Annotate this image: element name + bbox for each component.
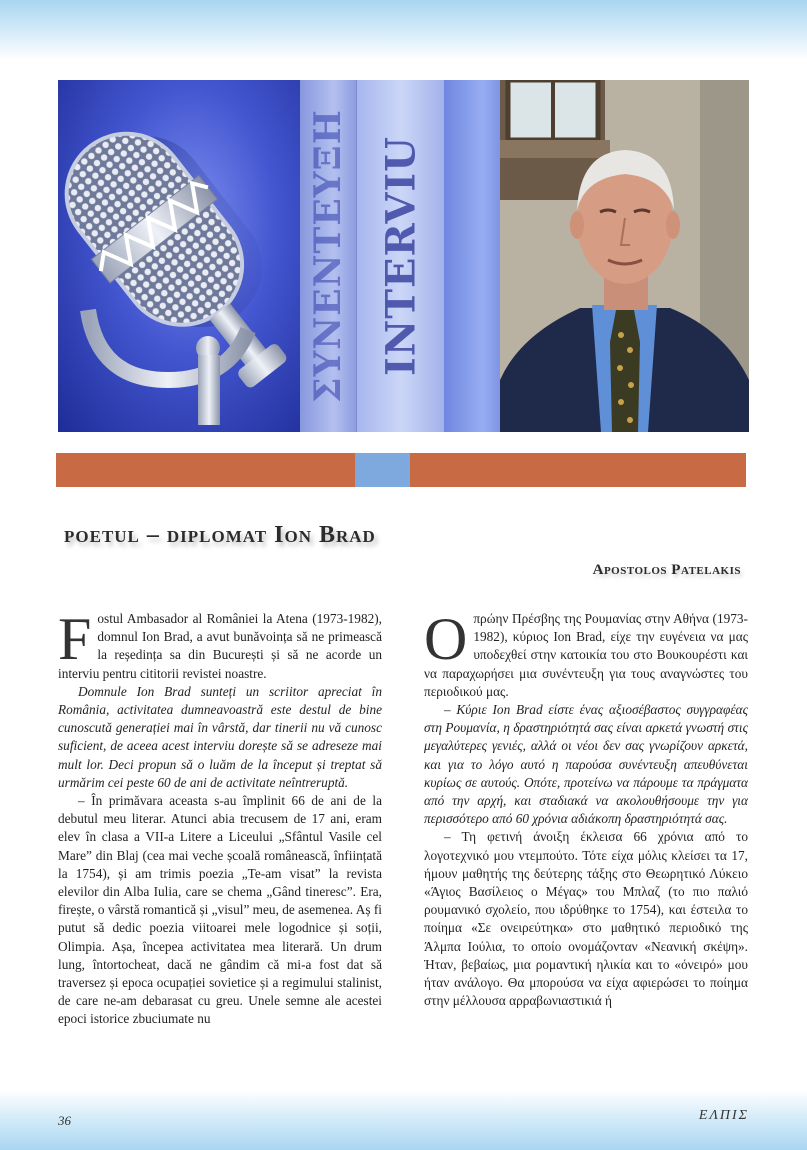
microphone-icon xyxy=(58,80,300,432)
paragraph: – În primăvara aceasta s-au împlinit 66 de ani de la debutul meu literar. Atunci abia trecusem de 17 ani, eram elev în clasa a VII-a Litere a Liceului „Sfântul Vasile cel Mare” din Blaj (cea mai veche școală românească, înființată la 1754), și am trimis poezia „Te-am visat” la revista elevilor din Alba Iulia, care se chema „Gând tineresc”. Era, firește, o vârstă romantică și „visul” meu, de asemenea. Aș fi putut să dedic poezia viitoarei mele logodnice și soții, Olimpia. Așa, începea activitatea mea literară. Un drum lung, întortocheat, dacă ne gândim că mi-a fost dat să traversez și epoca ocupației sovietice și a regimului stalinist, de care ne-am debarasat cu greu. Unele semne ale acestei epoci istorice zbuciumate nu xyxy=(58,793,382,1027)
paragraph: Domnule Ion Brad sunteți un scriitor apreciat în România, activitatea dumneavoastră este destul de bine cunoscută generației mai în vârstă, dar tinerii nu vă cunosc suficient, de aceea acest interviu dorește să se adreseze mai mult lor. Deci propun să o luăm de la început și treptat să urmărim cei peste 60 de ani de activitate neîntreruptă. xyxy=(58,683,382,790)
banner-strip xyxy=(300,80,356,432)
journal-name: ΕΛΠΙΣ xyxy=(698,1108,749,1123)
paragraph: – Κύριε Ion Brad είστε ένας αξιοσέβαστος συγγραφέας στη Ρουμανία, η δραστηριότητά σας είναι αρκετά γνωστή στις μεγαλύτερες γενιές, αλλά οι νέοι δεν σας γνωρίζουν αρκετά, και για το λόγο αυτό η παρούσα συνέντευξη απευθύνεται κυρίως σε αυτούς. Οπότε, προτείνω να πάρουμε τα πράγματα από την αρχή, και σταδιακά να ακολουθήσουμε την για περισσότερο από 60 χρόνια αδιάκοπη δραστηριότητά σας. xyxy=(424,702,748,827)
dropcap: F xyxy=(58,610,92,672)
page-number: 36 xyxy=(58,1113,71,1128)
portrait-photo xyxy=(500,80,749,432)
divider-accent xyxy=(355,453,410,487)
article-title: poetul – diplomat Ion Brad xyxy=(64,522,376,548)
section-divider xyxy=(56,453,746,487)
article-author: Apostolos Patelakis xyxy=(592,562,741,578)
banner-label-latin: INTERVIU xyxy=(377,136,425,376)
banner-strip xyxy=(356,80,446,432)
dropcap: Ο xyxy=(424,610,468,672)
banner-label-greek: ΣΥΝΕΝΤΕΥΞΗ xyxy=(307,109,349,403)
column-greek xyxy=(424,610,748,1090)
paragraph: – Τη φετινή άνοιξη έκλεισα 66 χρόνια από το λογοτεχνικό μου ντεμπούτο. Τότε είχα μόλις κλείσει τα 17, ήμουν μαθητής της δεύτερης τάξης στο Θεωρητικό Λύκειο «Άγιος Βασίλειος ο Μέγας» του Μπλαζ (το πιο παλιό ρουμανικό σχολείο, που ιδρύθηκε το 1754), και έστειλα το ποίημα «Σε ονειρεύτηκα» στο μαθητικό περιοδικό της Άλμπα Ιούλια, το οποίο ονομάζονταν «Νεανική σκέψη». Ήταν, βεβαίως, μια ρομαντική ηλικία και το «όνειρό» μου ήταν ανάλογο. Θα μπορούσα να είχα αφιερώσει το ποίημα στην μέλλουσα αρραβωνιαστικιά ή xyxy=(424,829,748,1009)
microphone-panel xyxy=(58,80,300,432)
paragraph: Fostul Ambasador al României la Atena (1973-1982), domnul Ion Brad, a avut bunăvoința să ne primească la reședința sa din București și să ne acorde un interviu pentru cititorii revistei noastre. xyxy=(58,610,382,681)
top-gradient-band xyxy=(0,0,807,60)
bottom-gradient-band xyxy=(0,1090,807,1150)
column-romanian xyxy=(58,610,382,1090)
interview-banner xyxy=(58,80,749,432)
paragraph: Οπρώην Πρέσβης της Ρουμανίας στην Αθήνα (1973-1982), κύριος Ion Brad, είχε την ευγένεια να μας υποδεχθεί στην κατοικία του στο Βουκουρέστι και να παραχωρήσει μια συνέντευξη για τους αναγνώστες του περιοδικού μας. xyxy=(424,610,748,699)
